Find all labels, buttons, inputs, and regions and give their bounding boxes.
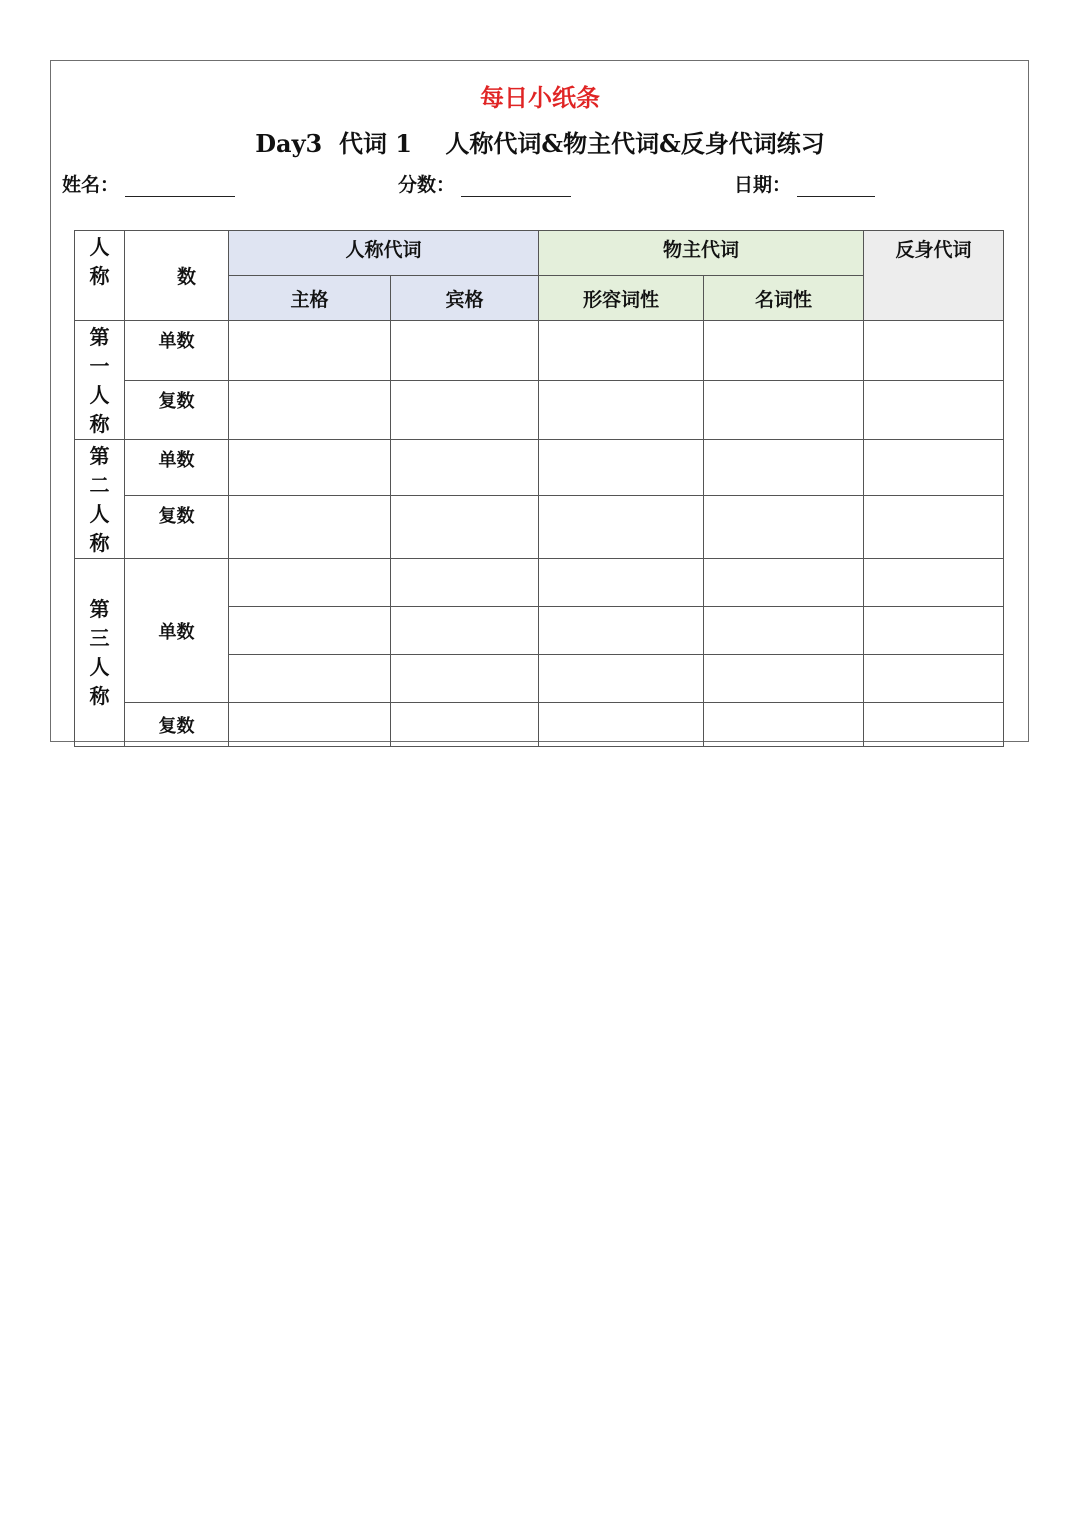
answer-cell[interactable] [864, 559, 1004, 607]
answer-cell[interactable] [539, 703, 704, 747]
answer-cell[interactable] [391, 703, 539, 747]
third-person-char: 三 [89, 625, 110, 650]
number-header-cell: 数 [125, 231, 229, 321]
answer-cell[interactable] [229, 607, 391, 655]
first-person-char: 第 [89, 325, 110, 349]
table-row-third-singular-1 [75, 559, 1004, 607]
table-row-third-plural [75, 703, 1004, 747]
table-row-second-plural [75, 496, 1004, 559]
third-person-label [75, 559, 125, 747]
first-person-char: 人 [89, 383, 110, 407]
score-field [398, 170, 571, 197]
worksheet-title: 每日小纸条 [480, 84, 600, 112]
personal-pronoun-header: 人称代词 [229, 231, 539, 276]
answer-cell[interactable] [864, 440, 1004, 496]
answer-cell[interactable] [391, 321, 539, 381]
answer-cell[interactable] [864, 703, 1004, 747]
object-case-header: 宾格 [391, 276, 539, 321]
answer-cell[interactable] [704, 380, 864, 440]
answer-cell[interactable] [539, 321, 704, 381]
table-row-first-singular [75, 321, 1004, 381]
first-person-label [75, 321, 125, 440]
singular-label-cell [125, 321, 229, 381]
singular-label-cell [125, 440, 229, 496]
plural-label-cell: 复数 [125, 703, 229, 747]
answer-cell[interactable] [704, 321, 864, 381]
third-person-char: 称 [89, 683, 110, 708]
adjective-possessive-header: 形容词性 [539, 276, 704, 321]
pronoun-table [74, 230, 1004, 747]
answer-cell[interactable] [704, 496, 864, 559]
second-person-char: 称 [89, 531, 110, 555]
second-person-char: 第 [89, 444, 110, 468]
date-blank-line[interactable] [797, 174, 875, 197]
plural-label: 复数 [158, 390, 195, 412]
score-label: 分数： [398, 174, 456, 196]
name-blank-line[interactable] [125, 174, 235, 197]
answer-cell[interactable] [539, 655, 704, 703]
answer-cell[interactable] [864, 380, 1004, 440]
answer-cell[interactable] [391, 380, 539, 440]
answer-cell[interactable] [229, 380, 391, 440]
answer-cell[interactable] [391, 440, 539, 496]
score-blank-line[interactable] [461, 174, 571, 197]
subject-case-header: 主格 [229, 276, 391, 321]
answer-cell[interactable] [229, 321, 391, 381]
second-person-label [75, 440, 125, 559]
possessive-pronoun-header: 物主代词 [539, 231, 864, 276]
answer-cell[interactable] [391, 655, 539, 703]
worksheet-subtitle: Day3 代词 1 人称代词&物主代词&反身代词练习 [255, 129, 825, 158]
third-person-char: 人 [89, 654, 110, 679]
answer-cell[interactable] [229, 655, 391, 703]
person-header-cell [75, 231, 125, 321]
plural-label: 复数 [158, 506, 195, 528]
answer-cell[interactable] [704, 440, 864, 496]
answer-cell[interactable] [391, 496, 539, 559]
table-row-second-singular [75, 440, 1004, 496]
answer-cell[interactable] [539, 380, 704, 440]
answer-cell[interactable] [704, 703, 864, 747]
date-label: 日期： [734, 174, 792, 196]
answer-cell[interactable] [864, 496, 1004, 559]
header-row-groups [75, 231, 1004, 276]
answer-cell[interactable] [539, 440, 704, 496]
plural-label-cell [125, 496, 229, 559]
answer-cell[interactable] [539, 496, 704, 559]
table-row-first-plural [75, 380, 1004, 440]
reflexive-pronoun-header: 反身代词 [864, 231, 1004, 321]
answer-cell[interactable] [864, 321, 1004, 381]
second-person-char: 人 [89, 502, 110, 526]
name-label: 姓名： [62, 174, 120, 196]
third-person-char: 第 [89, 596, 110, 621]
second-person-char: 二 [89, 473, 110, 497]
name-field [62, 170, 235, 197]
answer-cell[interactable] [229, 559, 391, 607]
person-header-char: 称 [89, 264, 110, 288]
answer-cell[interactable] [864, 655, 1004, 703]
answer-cell[interactable] [391, 559, 539, 607]
answer-cell[interactable] [229, 703, 391, 747]
answer-cell[interactable] [539, 607, 704, 655]
answer-cell[interactable] [229, 440, 391, 496]
singular-label: 单数 [158, 450, 195, 471]
answer-cell[interactable] [391, 607, 539, 655]
singular-label-cell: 单数 [125, 559, 229, 703]
date-field [734, 170, 875, 197]
noun-possessive-header: 名词性 [704, 276, 864, 321]
first-person-char: 一 [89, 354, 110, 378]
answer-cell[interactable] [864, 607, 1004, 655]
plural-label-cell [125, 380, 229, 440]
first-person-char: 称 [89, 412, 110, 436]
answer-cell[interactable] [704, 655, 864, 703]
answer-cell[interactable] [229, 496, 391, 559]
answer-cell[interactable] [539, 559, 704, 607]
answer-cell[interactable] [704, 559, 864, 607]
answer-cell[interactable] [704, 607, 864, 655]
person-header-char: 人 [89, 235, 110, 259]
singular-label: 单数 [158, 331, 195, 352]
